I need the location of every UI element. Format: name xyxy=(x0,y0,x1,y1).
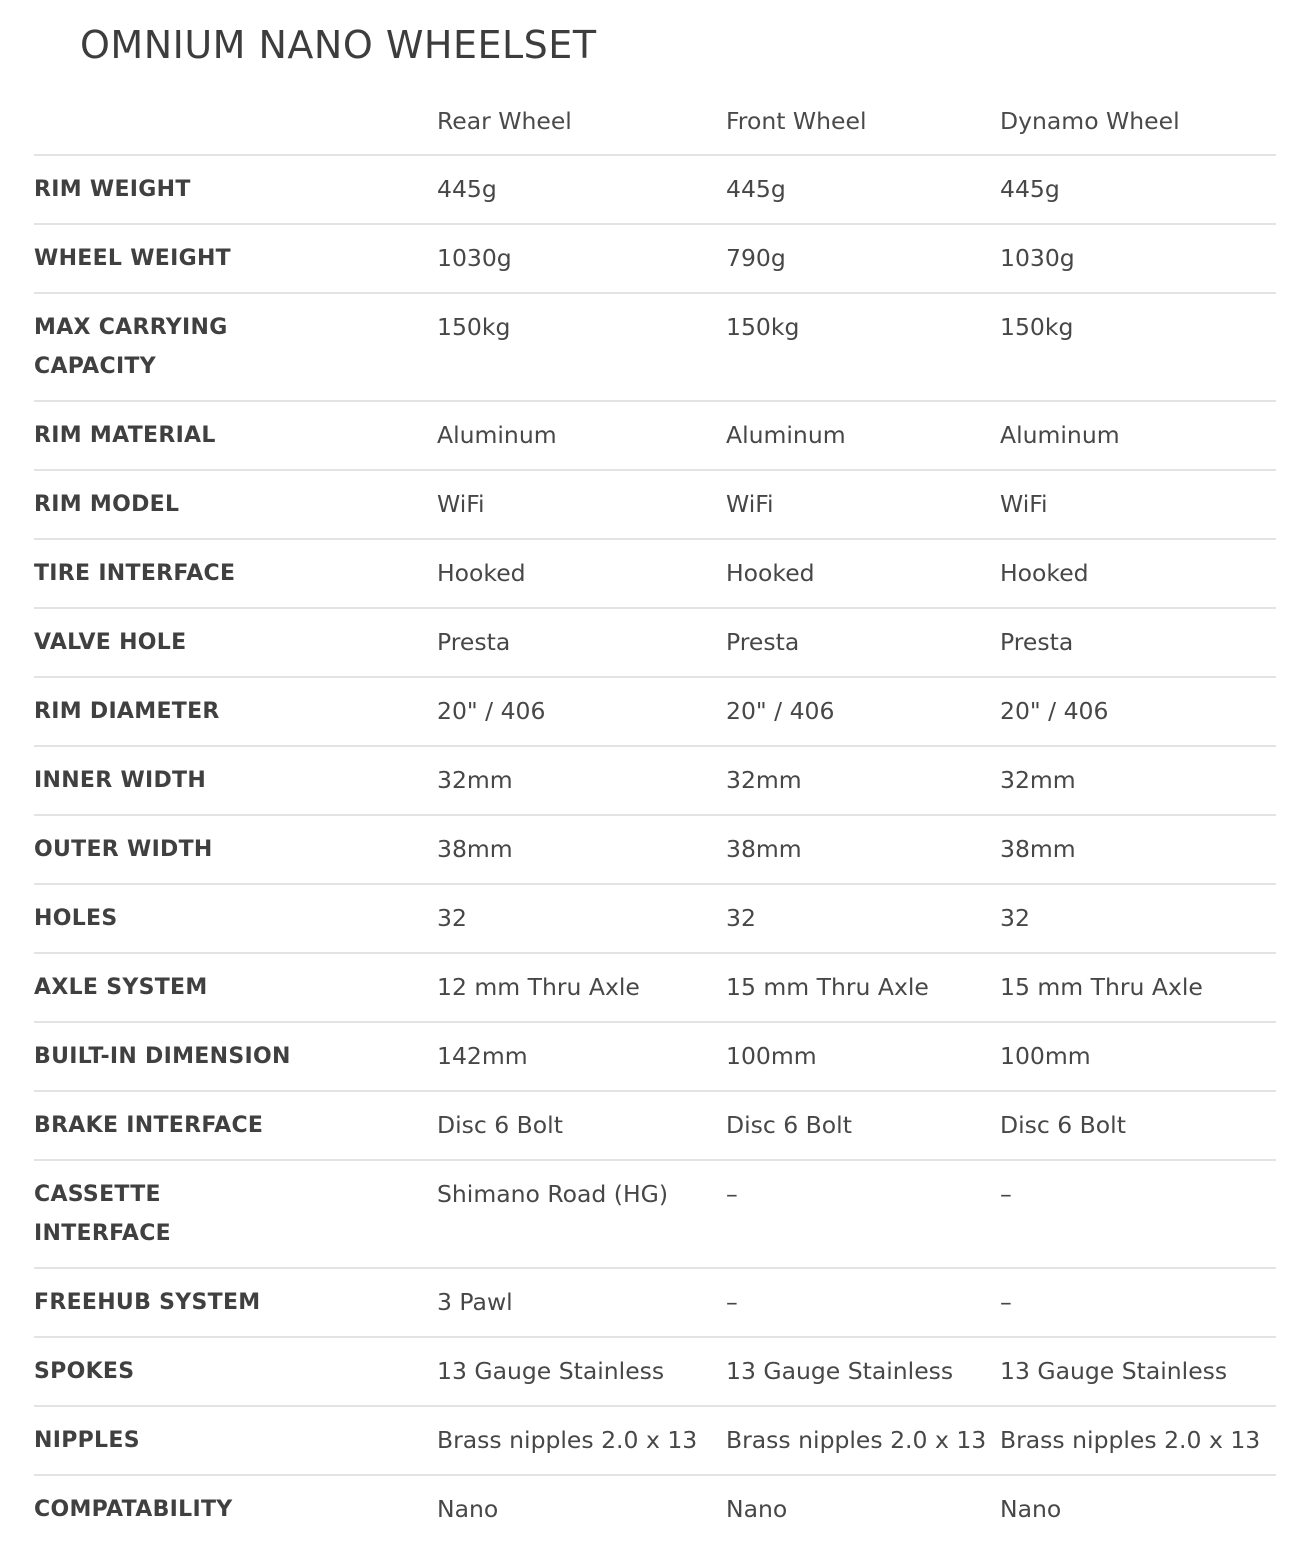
spec-label-text: CASSETTE INTERFACE xyxy=(34,1182,171,1246)
rear-wheel-value: 38mm xyxy=(437,815,726,884)
dynamo-wheel-value: Nano xyxy=(1000,1495,1062,1523)
front-wheel-value: 15 mm Thru Axle xyxy=(726,953,1000,1022)
table-row xyxy=(34,155,1276,224)
dynamo-wheel-value: 32mm xyxy=(1000,746,1276,815)
front-wheel-value: 32 xyxy=(726,884,1000,953)
spec-label xyxy=(34,1337,437,1406)
dynamo-wheel-value: 20" / 406 xyxy=(1000,677,1276,746)
dynamo-wheel-value: 13 Gauge Stainless xyxy=(1000,1337,1276,1406)
rear-wheel-value: 32mm xyxy=(437,746,726,815)
column-header-dynamo-wheel: Dynamo Wheel xyxy=(1000,89,1276,155)
front-wheel-value: Aluminum xyxy=(726,401,1000,470)
front-wheel-value: 20" / 406 xyxy=(726,677,1000,746)
spec-label-text: SPOKES xyxy=(34,1359,135,1384)
dynamo-wheel-value: 1030g xyxy=(1000,224,1276,293)
dynamo-wheel-value: Brass nipples 2.0 x 13 xyxy=(1000,1406,1276,1475)
spec-label-text: BUILT-IN DIMENSION xyxy=(34,1044,291,1069)
spec-label xyxy=(34,608,437,677)
front-wheel-value: Hooked xyxy=(726,539,1000,608)
dynamo-wheel-value: 32 xyxy=(1000,884,1276,953)
dynamo-wheel-value: 100mm xyxy=(1000,1022,1276,1091)
table-header-row xyxy=(34,89,1276,155)
spec-label-text: RIM MODEL xyxy=(34,492,180,517)
rear-wheel-value: 12 mm Thru Axle xyxy=(437,953,726,1022)
dynamo-wheel-value: – xyxy=(1000,1160,1276,1268)
front-wheel-value: Presta xyxy=(726,608,1000,677)
spec-label-text: NIPPLES xyxy=(34,1428,140,1453)
table-row xyxy=(34,677,1276,746)
spec-table-body xyxy=(34,155,1276,1543)
dynamo-wheel-value: WiFi xyxy=(1000,470,1276,539)
rear-wheel-value: Aluminum xyxy=(437,401,726,470)
front-wheel-value: Disc 6 Bolt xyxy=(726,1091,1000,1160)
rear-wheel-value: 13 Gauge Stainless xyxy=(437,1337,726,1406)
table-row xyxy=(34,746,1276,815)
dynamo-wheel-value: 445g xyxy=(1000,155,1276,224)
spec-label-text: TIRE INTERFACE xyxy=(34,561,236,586)
table-row xyxy=(34,539,1276,608)
table-row xyxy=(34,1022,1276,1091)
dynamo-wheel-value: Hooked xyxy=(1000,539,1276,608)
front-wheel-value: Brass nipples 2.0 x 13 xyxy=(726,1406,1000,1475)
spec-label xyxy=(34,1091,437,1160)
spec-label-text: RIM WEIGHT xyxy=(34,177,191,202)
rear-wheel-value: WiFi xyxy=(437,470,726,539)
spec-label xyxy=(34,539,437,608)
table-row xyxy=(34,1160,1276,1268)
spec-label-text: COMPATABILITY xyxy=(34,1497,233,1522)
rear-wheel-value: Hooked xyxy=(437,539,726,608)
table-row xyxy=(34,1268,1276,1337)
rear-wheel-value: 445g xyxy=(437,155,726,224)
spec-label-text: RIM DIAMETER xyxy=(34,699,220,724)
spec-label-text: AXLE SYSTEM xyxy=(34,975,208,1000)
dynamo-wheel-value: Aluminum xyxy=(1000,401,1276,470)
column-header-rear-wheel: Rear Wheel xyxy=(437,89,726,155)
front-wheel-value: 32mm xyxy=(726,746,1000,815)
header-spacer xyxy=(34,89,437,155)
table-row xyxy=(34,470,1276,539)
spec-label xyxy=(34,1406,437,1475)
spec-label-text: FREEHUB SYSTEM xyxy=(34,1290,261,1315)
spec-label xyxy=(34,746,437,815)
front-wheel-value: 100mm xyxy=(726,1022,1000,1091)
dynamo-wheel-value: – xyxy=(1000,1268,1276,1337)
spec-label-text: RIM MATERIAL xyxy=(34,423,216,448)
dynamo-wheel-value: Disc 6 Bolt xyxy=(1000,1091,1276,1160)
spec-label xyxy=(34,1160,437,1268)
rear-wheel-value: 1030g xyxy=(437,224,726,293)
rear-wheel-value: 20" / 406 xyxy=(437,677,726,746)
spec-label xyxy=(34,224,437,293)
rear-wheel-value: Disc 6 Bolt xyxy=(437,1091,726,1160)
dynamo-wheel-value: 38mm xyxy=(1000,815,1276,884)
rear-wheel-value: 3 Pawl xyxy=(437,1268,726,1337)
rear-wheel-value: Shimano Road (HG) xyxy=(437,1160,726,1268)
front-wheel-value: 13 Gauge Stainless xyxy=(726,1337,1000,1406)
front-wheel-value: 790g xyxy=(726,224,1000,293)
spec-label xyxy=(34,884,437,953)
spec-label-text: INNER WIDTH xyxy=(34,768,207,793)
spec-label-text: MAX CARRYING CAPACITY xyxy=(34,315,228,379)
front-wheel-value: – xyxy=(726,1160,1000,1268)
front-wheel-value: 150kg xyxy=(726,293,1000,401)
column-header-front-wheel: Front Wheel xyxy=(726,89,1000,155)
front-wheel-value: WiFi xyxy=(726,470,1000,539)
rear-wheel-value: Brass nipples 2.0 x 13 xyxy=(437,1406,726,1475)
rear-wheel-value: 150kg xyxy=(437,293,726,401)
front-wheel-value: Nano xyxy=(726,1495,788,1523)
table-row xyxy=(34,224,1276,293)
table-row xyxy=(34,293,1276,401)
spec-label xyxy=(34,815,437,884)
spec-label-text: HOLES xyxy=(34,906,118,931)
spec-label xyxy=(34,155,437,224)
table-row xyxy=(34,815,1276,884)
table-row xyxy=(34,608,1276,677)
table-row xyxy=(34,884,1276,953)
spec-label-text: VALVE HOLE xyxy=(34,630,187,655)
rear-wheel-value: Presta xyxy=(437,608,726,677)
page-title: OMNIUM NANO WHEELSET xyxy=(80,23,597,67)
table-row xyxy=(34,401,1276,470)
dynamo-wheel-value: 15 mm Thru Axle xyxy=(1000,953,1276,1022)
rear-wheel-value: 142mm xyxy=(437,1022,726,1091)
spec-label xyxy=(34,1268,437,1337)
rear-wheel-value: 32 xyxy=(437,884,726,953)
spec-table xyxy=(34,89,1276,1543)
spec-label-text: WHEEL WEIGHT xyxy=(34,246,231,271)
table-row xyxy=(34,1406,1276,1475)
table-row xyxy=(34,1337,1276,1406)
spec-label xyxy=(34,401,437,470)
dynamo-wheel-value: 150kg xyxy=(1000,293,1276,401)
spec-label xyxy=(34,677,437,746)
table-row xyxy=(34,1475,1276,1543)
rear-wheel-value: Nano xyxy=(437,1495,499,1523)
table-row xyxy=(34,1091,1276,1160)
spec-label-text: BRAKE INTERFACE xyxy=(34,1113,264,1138)
spec-label-text: OUTER WIDTH xyxy=(34,837,213,862)
spec-label xyxy=(34,1022,437,1091)
spec-label xyxy=(34,470,437,539)
front-wheel-value: 445g xyxy=(726,155,1000,224)
spec-label xyxy=(34,293,437,401)
front-wheel-value: 38mm xyxy=(726,815,1000,884)
dynamo-wheel-value: Presta xyxy=(1000,608,1276,677)
table-row xyxy=(34,953,1276,1022)
front-wheel-value: – xyxy=(726,1268,1000,1337)
spec-label xyxy=(34,953,437,1022)
spec-label xyxy=(34,1475,437,1543)
